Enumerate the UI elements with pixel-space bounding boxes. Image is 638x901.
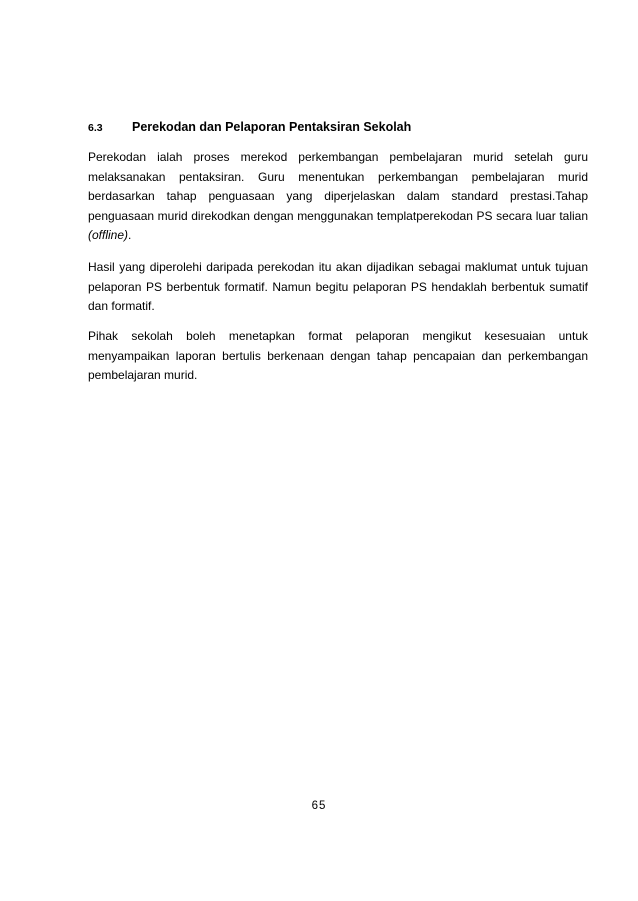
paragraph-1: [88, 148, 588, 246]
section-title: Perekodan dan Pelaporan Pentaksiran Sekolah: [132, 120, 412, 134]
paragraph-1-text: Perekodan ialah proses merekod perkembangan pembelajaran murid setelah guru melaksanakan pentaksiran. Guru menentukan perkembangan pembelajaran murid berdasarkan tahap penguasaan yang diperjelaskan dalam standard prestasi.Tahap penguasaan murid direkodkan dengan menggunakan templatperekodan PS secara luar talian: [88, 150, 588, 223]
paragraph-1-italic: (offline): [88, 228, 129, 242]
paragraph-3: Pihak sekolah boleh menetapkan format pelaporan mengikut kesesuaian untuk menyampaikan laporan bertulis berkenaan dengan tahap pencapaian dan perkembangan pembelajaran murid.: [88, 329, 588, 382]
page-number: 65: [311, 800, 327, 812]
paragraph-1-end: .: [128, 228, 132, 242]
section-number: 6.3: [88, 122, 103, 134]
section-heading: [88, 120, 588, 134]
paragraph-2: Hasil yang diperolehi daripada perekodan itu akan dijadikan sebagai maklumat untuk tujuan pelaporan PS berbentuk formatif. Namun begitu pelaporan PS hendaklah berbentuk sumatif dan formatif.: [88, 260, 588, 313]
